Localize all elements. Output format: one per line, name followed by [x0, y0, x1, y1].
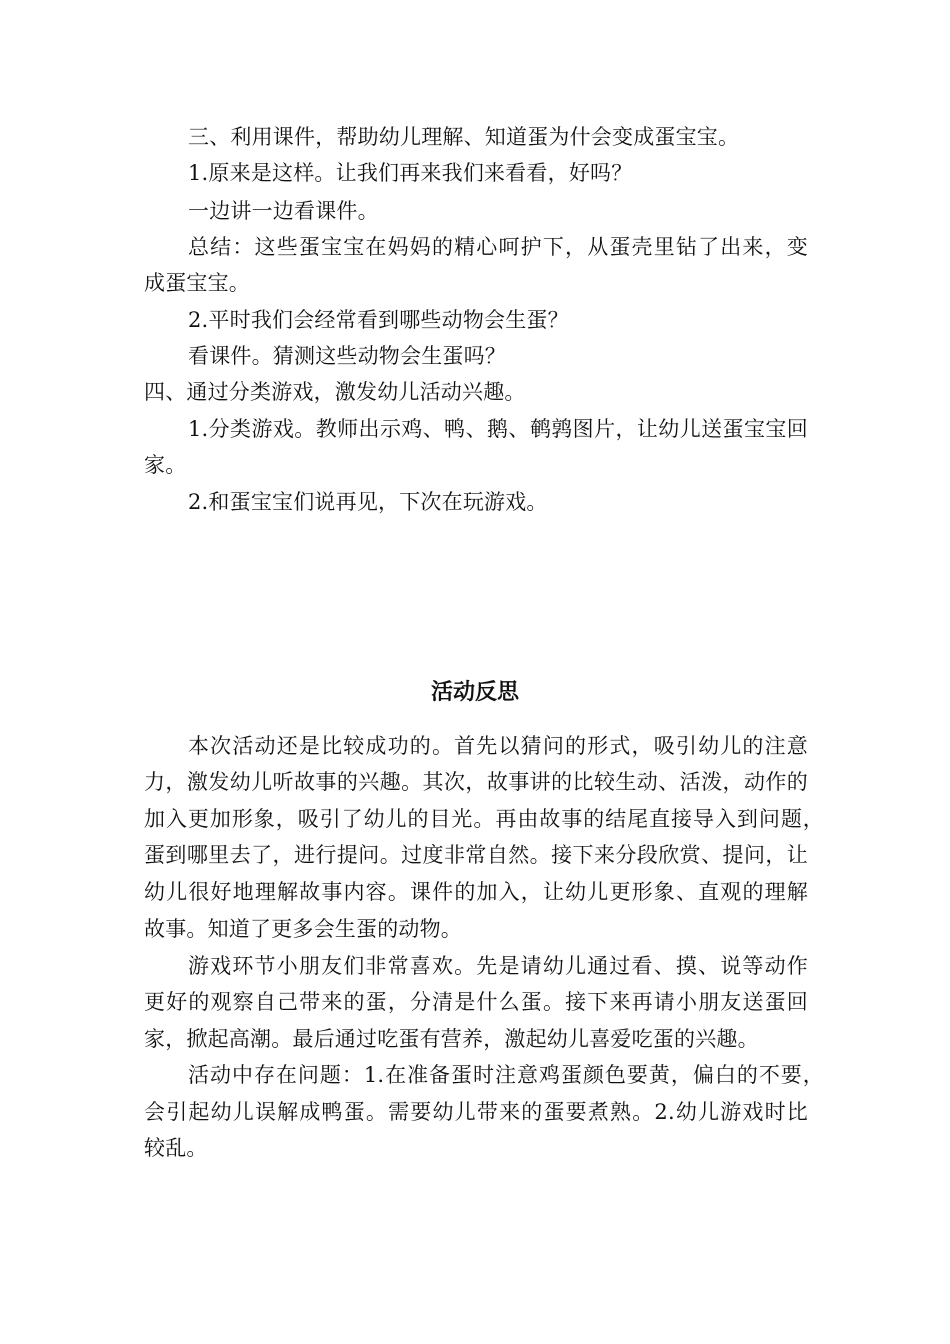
reflection-p1-line: 故事。知道了更多会生蛋的动物。 [144, 917, 462, 941]
reflection-p1-line: 幼儿很好地理解故事内容。课件的加入，让幼儿更形象、直观的理解 [144, 880, 808, 904]
section4-item1-line2: 家。 [144, 453, 187, 477]
section3-summary-line1: 总结：这些蛋宝宝在妈妈的精心呵护下，从蛋壳里钻了出来，变 [188, 235, 808, 259]
section4-item2: 2.和蛋宝宝们说再见，下次在玩游戏。 [188, 490, 548, 514]
section4-item1-line1: 1.分类游戏。教师出示鸡、鸭、鹅、鹌鹑图片，让幼儿送蛋宝宝回 [188, 417, 808, 441]
section3-item1-note: 一边讲一边看课件。 [188, 199, 379, 223]
reflection-p2-line: 家，掀起高潮。最后通过吃蛋有营养，激起幼儿喜爱吃蛋的兴趣。 [144, 1027, 759, 1051]
reflection-p2-line: 游戏环节小朋友们非常喜欢。先是请幼儿通过看、摸、说等动作 [188, 954, 808, 978]
reflection-p1-line: 蛋到哪里去了，进行提问。过度非常自然。接下来分段欣赏、提问，让 [144, 843, 808, 867]
section3-heading: 三、利用课件，帮助幼儿理解、知道蛋为什会变成蛋宝宝。 [188, 125, 740, 149]
reflection-p3-line: 活动中存在问题：1.在准备蛋时注意鸡蛋颜色要黄，偏白的不要， [188, 1063, 824, 1087]
section3-item2: 2.平时我们会经常看到哪些动物会生蛋？ [188, 308, 569, 332]
section3-item1: 1.原来是这样。让我们再来我们来看看，好吗？ [188, 161, 633, 185]
reflection-p3-line: 会引起幼儿误解成鸭蛋。需要幼儿带来的蛋要煮熟。2.幼儿游戏时比 [144, 1100, 808, 1124]
reflection-p1-line: 加入更加形象，吸引了幼儿的目光。再由故事的结尾直接导入到问题， [144, 807, 824, 831]
section3-item2-note: 看课件。猜测这些动物会生蛋吗？ [188, 344, 506, 368]
reflection-p1-line: 力，激发幼儿听故事的兴趣。其次，故事讲的比较生动、活泼，动作的 [144, 770, 808, 794]
section3-summary-line2: 成蛋宝宝。 [144, 271, 250, 295]
section4-heading: 四、通过分类游戏，激发幼儿活动兴趣。 [144, 380, 526, 404]
reflection-p3-line: 较乱。 [144, 1136, 208, 1160]
reflection-p1-line: 本次活动还是比较成功的。首先以猜问的形式，吸引幼儿的注意 [188, 734, 808, 758]
reflection-title: 活动反思 [430, 680, 519, 705]
reflection-p2-line: 更好的观察自己带来的蛋，分清是什么蛋。接下来再请小朋友送蛋回 [144, 990, 808, 1014]
